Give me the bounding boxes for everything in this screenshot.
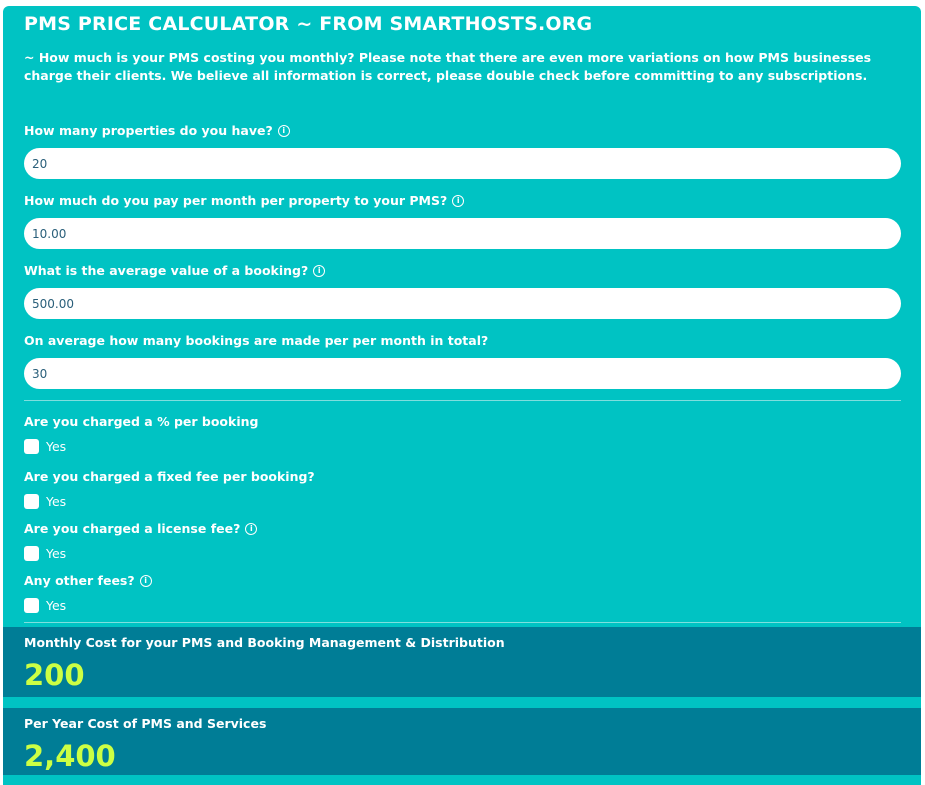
monthly-cost-label: Monthly Cost for your PMS and Booking Management & Distribution: [24, 635, 505, 650]
booking-value-label-text: What is the average value of a booking?: [24, 263, 309, 278]
other-fees-checkbox[interactable]: [24, 598, 66, 613]
percent-per-booking-label: [24, 414, 258, 429]
booking-value-label: [24, 263, 325, 278]
license-fee-label-text: Are you charged a license fee?: [24, 521, 241, 536]
other-fees-label: [24, 573, 152, 588]
properties-label: [24, 123, 290, 138]
info-icon[interactable]: i: [245, 523, 257, 535]
info-icon[interactable]: i: [452, 195, 464, 207]
percent-per-booking-label-text: Are you charged a % per booking: [24, 414, 259, 429]
pms-calculator-panel: [3, 6, 921, 785]
checkbox-option-label: Yes: [46, 494, 67, 509]
monthly-cost-result: [3, 627, 921, 697]
checkbox-box[interactable]: [24, 598, 39, 613]
monthly-cost-value: 200: [24, 658, 85, 692]
other-fees-label-text: Any other fees?: [24, 573, 135, 588]
checkbox-box[interactable]: [24, 546, 39, 561]
bookings-per-month-input[interactable]: [24, 358, 901, 389]
info-icon[interactable]: i: [278, 125, 290, 137]
price-per-property-label: [24, 193, 464, 208]
calculator-title: PMS PRICE CALCULATOR ~ FROM SMARTHOSTS.ORG: [24, 13, 593, 35]
properties-label-text: How many properties do you have?: [24, 123, 273, 138]
booking-value-input[interactable]: [24, 288, 901, 319]
info-icon[interactable]: i: [313, 265, 325, 277]
checkbox-box[interactable]: [24, 439, 39, 454]
bookings-per-month-label-text: On average how many bookings are made per per month in total?: [24, 333, 489, 348]
fixed-fee-label-text: Are you charged a fixed fee per booking?: [24, 469, 315, 484]
price-per-property-label-text: How much do you pay per month per property to your PMS?: [24, 193, 448, 208]
fixed-fee-label: [24, 469, 315, 484]
info-icon[interactable]: i: [140, 575, 152, 587]
checkbox-option-label: Yes: [46, 546, 67, 561]
yearly-cost-value: 2,400: [24, 739, 116, 773]
properties-input[interactable]: [24, 148, 901, 179]
license-fee-label: [24, 521, 257, 536]
percent-per-booking-checkbox[interactable]: [24, 439, 66, 454]
checkbox-option-label: Yes: [46, 439, 67, 454]
yearly-cost-label: Per Year Cost of PMS and Services: [24, 716, 267, 731]
checkbox-option-label: Yes: [46, 598, 67, 613]
result-separator: [3, 697, 921, 708]
result-separator: [3, 775, 921, 785]
bookings-per-month-label: [24, 333, 488, 348]
divider: [24, 622, 901, 623]
divider: [24, 400, 901, 401]
checkbox-box[interactable]: [24, 494, 39, 509]
calculator-description: ~ How much is your PMS costing you monthly? Please note that there are even more variations on how PMS businesses charge their clients. We believe all information is correct, please double check before committing to any subscriptions.: [24, 50, 872, 83]
yearly-cost-result: [3, 708, 921, 775]
price-per-property-input[interactable]: [24, 218, 901, 249]
fixed-fee-checkbox[interactable]: [24, 494, 66, 509]
license-fee-checkbox[interactable]: [24, 546, 66, 561]
